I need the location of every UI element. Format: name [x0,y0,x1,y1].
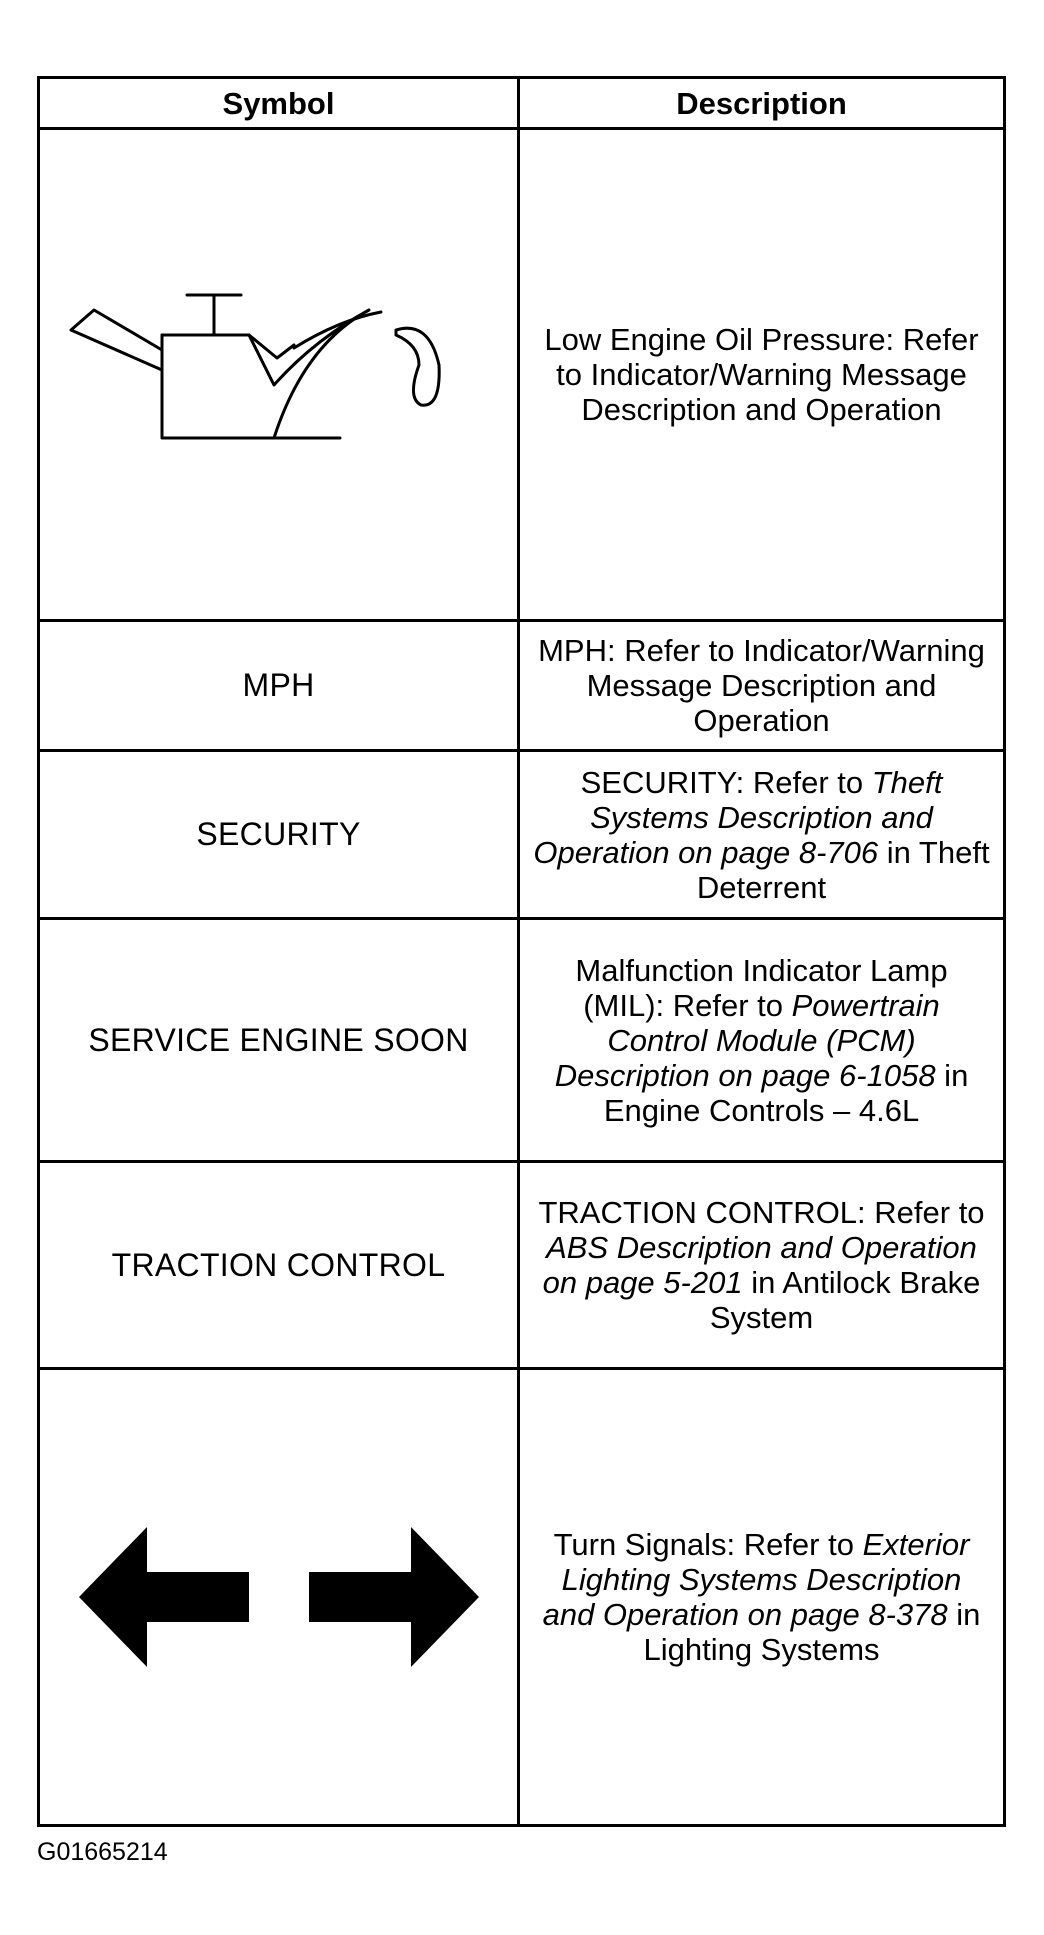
description-segment: in Antilock Brake System [709,1265,981,1335]
table-header-row [39,78,1005,129]
description-cell [519,621,1005,751]
symbol-text: TRACTION CONTROL [111,1246,446,1283]
symbol-description-table [37,76,1006,1827]
header-symbol: Symbol [39,78,519,129]
symbol-cell [39,1162,519,1369]
description-text [532,765,991,905]
description-cell [519,1369,1005,1826]
symbol-text: SECURITY [196,816,361,852]
description-segment: TRACTION CONTROL: Refer to [538,1195,985,1230]
description-text [532,1195,991,1335]
description-cell [519,129,1005,621]
description-segment: in Lighting Systems [643,1597,981,1667]
table-row [39,919,1005,1162]
description-segment: in Theft Deterrent [696,834,990,905]
left-arrow-icon [79,1527,249,1667]
table-row [39,129,1005,621]
symbol-cell [39,129,519,621]
description-text [532,322,991,427]
description-segment: MPH: Refer to Indicator/Warning Message Description and Operation [538,633,985,738]
symbol-text: SERVICE ENGINE SOON [88,1021,469,1058]
description-segment: Turn Signals: Refer to [553,1527,863,1562]
description-text [532,633,991,738]
symbol-cell [39,1369,519,1826]
description-cell [519,1162,1005,1369]
description-segment: Low Engine Oil Pressure: Refer to Indicator/Warning Message Description and Operation [544,322,979,427]
symbol-cell [39,919,519,1162]
figure-id: G01665214 [37,1838,168,1866]
description-reference: Exterior Lighting Systems Description and Operation on page 8-378 [542,1527,970,1632]
oil-can-icon [69,290,489,460]
symbol-cell [39,621,519,751]
description-cell [519,751,1005,919]
description-text [532,1527,991,1667]
symbol-text: MPH [242,667,315,703]
right-arrow-icon [309,1527,479,1667]
description-cell [519,919,1005,1162]
description-segment: in Engine Controls – 4.6L [603,1057,969,1128]
header-description: Description [519,78,1005,129]
description-reference: Theft Systems Description and Operation on page 8-706 [533,764,943,870]
table-row [39,621,1005,751]
symbol-cell [39,751,519,919]
table-row [39,751,1005,919]
description-segment: Malfunction Indicator Lamp (MIL): Refer to [575,952,948,1023]
description-reference: Powertrain Control Module (PCM) Description on page 6-1058 [554,987,940,1093]
turn-signal-arrows-icon [79,1527,479,1667]
table-row [39,1369,1005,1826]
table-row [39,1162,1005,1369]
description-reference: ABS Description and Operation on page 5-201 [542,1230,977,1300]
description-segment: SECURITY: Refer to [580,764,872,800]
description-text [532,953,991,1128]
